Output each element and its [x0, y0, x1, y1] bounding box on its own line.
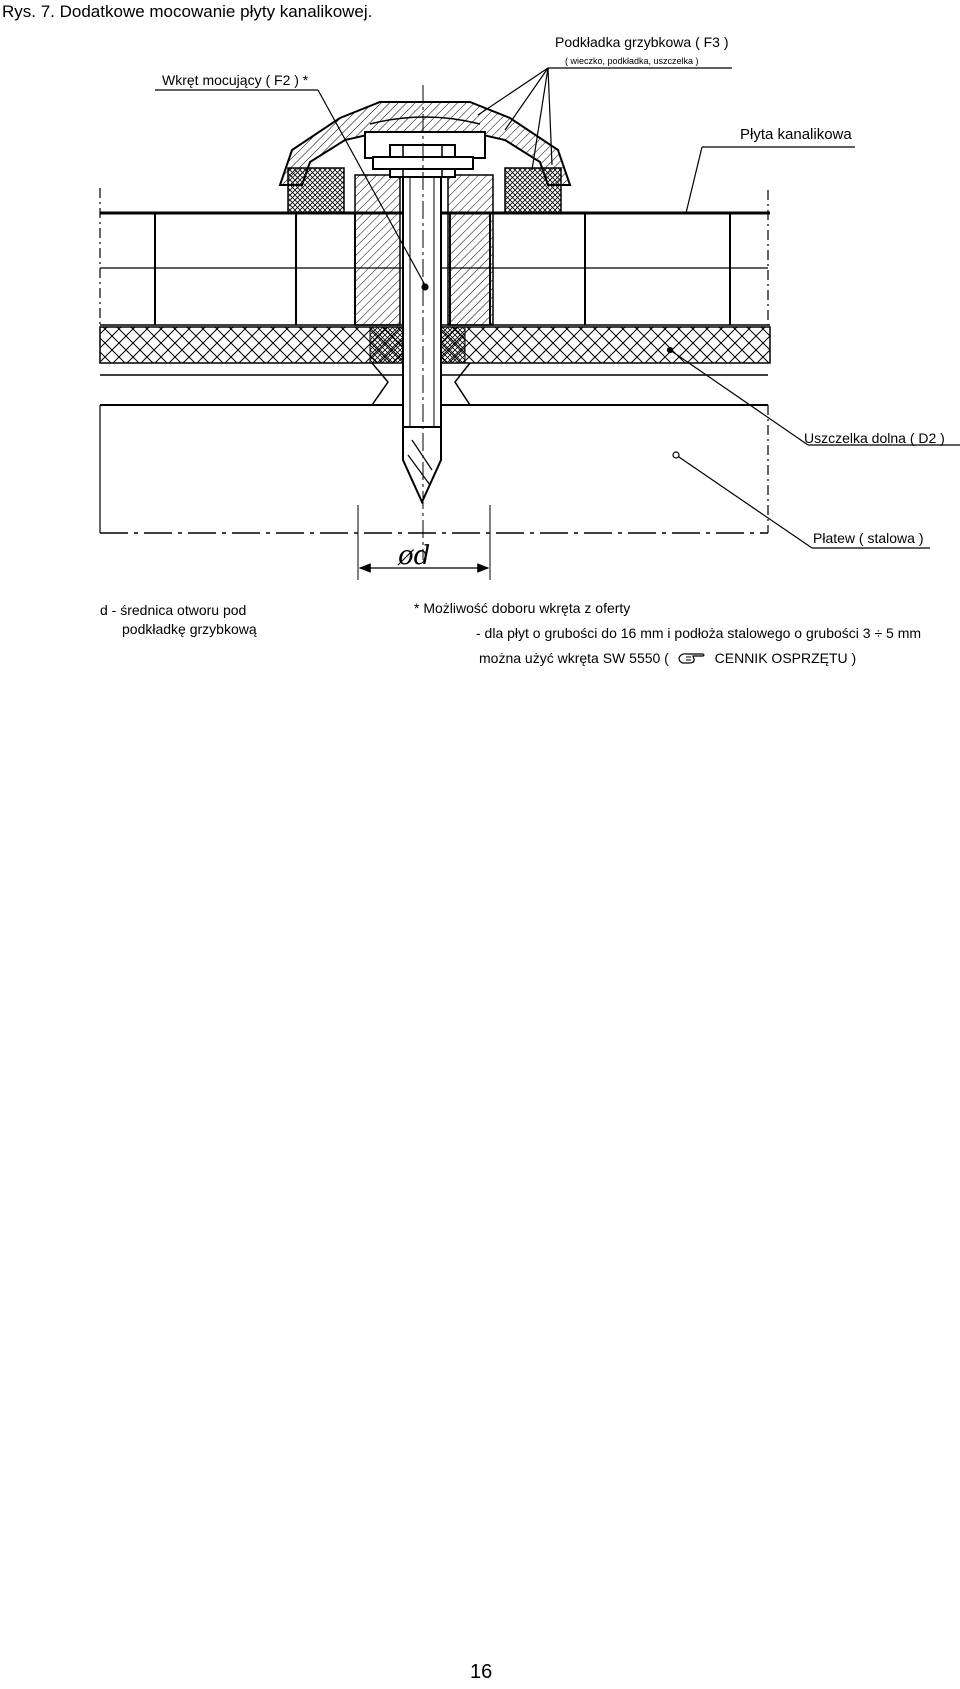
- screw-note-line2-pre: można użyć wkręta SW 5550 (: [479, 650, 669, 666]
- panel-label: Płyta kanalikowa: [740, 126, 852, 143]
- screw-note-line2-post: CENNIK OSPRZĘTU ): [714, 650, 857, 666]
- figure-title: Rys. 7. Dodatkowe mocowanie płyty kanalikowej.: [2, 2, 373, 21]
- diameter-note-line1: d - średnica otworu pod: [100, 602, 247, 618]
- screw-label: Wkręt mocujący ( F2 ) *: [162, 72, 309, 88]
- washer-label: Podkładka grzybkowa ( F3 ): [555, 34, 729, 50]
- diameter-note-line2: podkładkę grzybkową: [122, 621, 257, 637]
- screw-note-title: * Możliwość doboru wkręta z oferty: [414, 600, 631, 616]
- washer-parts-label: ( wieczko, podkładka, uszczelka ): [565, 56, 699, 66]
- lower-gasket-label: Uszczelka dolna ( D2 ): [804, 430, 945, 446]
- pointing-hand-icon: [677, 651, 707, 668]
- purlin-label: Płatew ( stalowa ): [813, 530, 924, 546]
- screw-note-line2: [479, 650, 856, 668]
- page-number: 16: [470, 1661, 493, 1683]
- screw-note-line1: - dla płyt o grubości do 16 mm i podłoża stalowego o grubości 3 ÷ 5 mm: [476, 625, 922, 641]
- diameter-label: ød: [398, 541, 431, 571]
